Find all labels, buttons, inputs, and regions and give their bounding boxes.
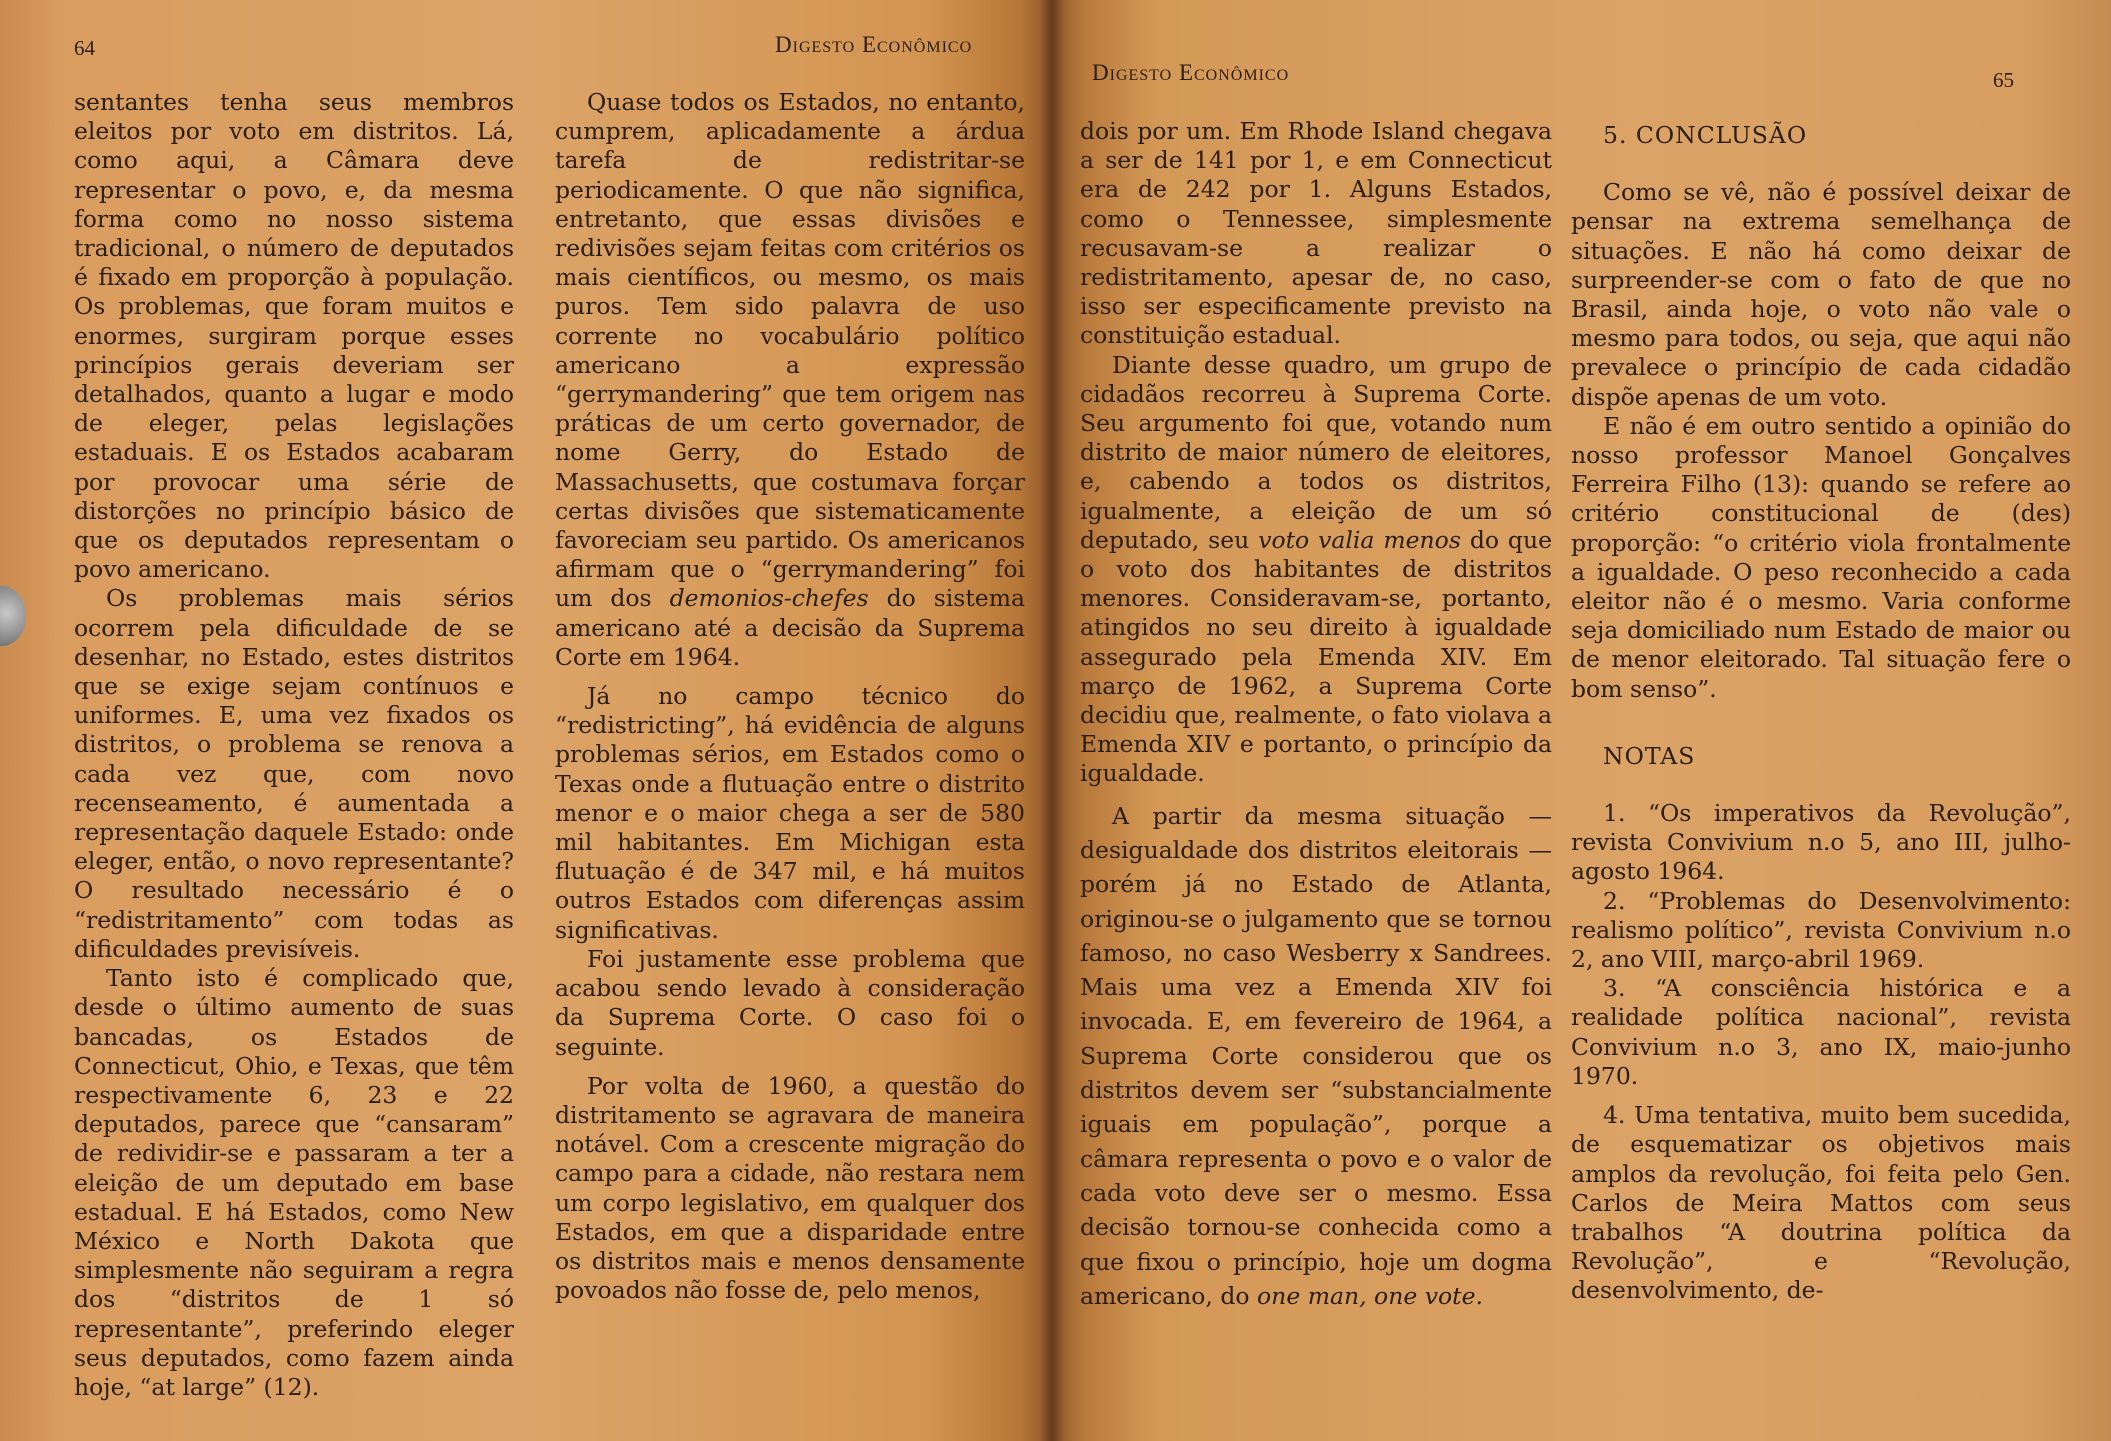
paragraph: Os problemas mais sérios ocorrem pela dificuldade de se desenhar, no Estado, estes distritos que se exige sejam contínuos e uniformes. E, uma vez fixados os distritos, o problema se renova a cada vez que, com novo recenseamento, é aumentada a representação daquele Estado: onde eleger, então, o novo representante? O resultado necessário é o “redistritamento” com todas as dificuldades previsíveis. [74,584,514,963]
section-heading: 5. CONCLUSÃO [1603,121,1808,149]
column-4 [1571,121,2071,1306]
page-number-right: 65 [1993,68,2014,92]
note-item: 4. Uma tentativa, muito bem sucedida, de esquematizar os objetivos mais amplos da revolução, foi feita pelo Gen. Carlos de Meira Mattos com seus trabalhos “A doutrina política da Revolução”, e “Revolução, desenvolvimento, de- [1571,1101,2071,1305]
emphasis: voto valia menos [1258,525,1461,554]
note-item: 2. “Problemas do Desenvolvimento: realismo político”, revista Convivium n.o 2, ano VIII, março-abril 1969. [1571,886,2071,974]
paragraph: Foi justamente esse problema que acabou sendo levado à consideração da Suprema Corte. O caso foi o seguinte. [555,944,1025,1061]
left-page [0,0,1052,1441]
book-gutter [1040,0,1064,1441]
paragraph: Já no campo técnico do “redistricting”, há evidência de alguns problemas sérios, em Estados como o Texas onde a flutuação entre o distrito menor e o maior chega a ser de 580 mil habitantes. Em Michigan esta flutuação é de 347 mil, e há muitos outros Estados com diferenças assim significativas. [555,682,1025,944]
emphasis: demonios-chefes [669,584,869,613]
note-item: 1. “Os imperativos da Revolução”, revista Convivium n.o 5, ano III, julho-agosto 1964. [1571,799,2071,886]
paragraph: Quase todos os Estados, no entanto, cumprem, aplicadamente a árdua tarefa de redistritar-se periodicamente. O que não significa, entretanto, que essas divisões e redivisões sejam feitas com critérios os mais científicos, ou mesmo, os mais puros. Tem sido palavra de uso corrente no vocabulário político americano a expressão “gerrymandering” que tem origem nas práticas de um certo governador, de nome Gerry, do Estado de Massachusetts, que costumava forçar certas divisões que sistematicamente favoreciam seu partido. Os americanos afirmam que o “gerrymandering” foi um dos demonios-chefes do sistema americano até a decisão da Suprema Corte em 1964. [555,88,1025,671]
notes-heading: NOTAS [1603,741,1696,770]
column-1 [74,88,514,1402]
paragraph: Diante desse quadro, um grupo de cidadãos recorreu à Suprema Corte. Seu argumento foi que, votando num distrito de maior número de eleitores, e, cabendo a todos os distritos, igualmente, a eleição de um só deputado, seu voto valia menos do que o voto dos habitantes de distritos menores. Consideravam-se, portanto, atingidos no seu direito à igualdade assegurado pela Emenda XIV. Em março de 1962, a Suprema Corte decidiu que, realmente, o fato violava a Emenda XIV e portanto, o princípio da igualdade. [1080,350,1552,788]
column-3 [1080,117,1552,1313]
binding-hole [0,586,26,646]
page-number-left: 64 [74,36,95,60]
paragraph: dois por um. Em Rhode Island chegava a ser de 141 por 1, e em Connecticut era de 242 por 1. Alguns Estados, como o Tennessee, simplesmente recusavam-se a realizar o redistritamento, apesar de, no caso, isso ser especificamente previsto na constituição estadual. [1080,117,1552,350]
paragraph: Tanto isto é complicado que, desde o último aumento de suas bancadas, os Estados de Connecticut, Ohio, e Texas, que têm respectivamente 6, 23 e 22 deputados, parece que “cansaram” de redividir-se e passaram a ter a eleição de um deputado em base estadual. E há Estados, como New México e North Dakota que simplesmente não seguiram a regra dos “distritos de 1 só representante”, preferindo eleger seus deputados, como fazem ainda hoje, “at large” (12). [74,964,514,1401]
emphasis: one man, one vote. [1257,1281,1483,1310]
paragraph: Como se vê, não é possível deixar de pensar na extrema semelhança de situações. E não há como deixar de surpreender-se com o fato de que no Brasil, ainda hoje, o voto não vale o mesmo para todos, ou seja, que aqui não prevalece o princípio de cada cidadão dispõe apenas de um voto. [1571,178,2071,411]
paragraph: Por volta de 1960, a questão do distritamento se agravara de maneira notável. Com a crescente migração do campo para a cidade, não restara nem um corpo legislativo, em qualquer dos Estados, em que a disparidade entre os distritos mais e menos densamente povoados não fosse de, pelo menos, [555,1071,1025,1305]
paragraph: A partir da mesma situação — desigualdade dos distritos eleitorais — porém já no Estado de Atlanta, originou-se o julgamento que se tornou famoso, no caso Wesberry x Sandrees. Mais uma vez a Emenda XIV foi invocada. E, em fevereiro de 1964, a Suprema Corte considerou que os distritos devem ser “substancialmente iguais em população”, porque a câmara representa o povo e o valor de cada voto deve ser o mesmo. Essa decisão tornou-se conhecida como a que fixou o princípio, hoje um dogma americano, do one man, one vote. [1080,801,1552,1310]
right-page [1052,0,2111,1441]
running-header-right: Digesto Econômico [1092,60,1290,85]
running-header-left: Digesto Econômico [775,32,973,57]
paragraph: sentantes tenha seus membros eleitos por voto em distritos. Lá, como aqui, a Câmara deve representar o povo, e, da mesma forma como no nosso sistema tradicional, o número de deputados é fixado em proporção à população. Os problemas, que foram muitos e enormes, surgiram porque esses princípios gerais deveriam ser detalhados, quanto a lugar e modo de eleger, pelas legislações estaduais. E os Estados acabaram por provocar uma série de distorções no princípio básico de que os deputados representam o povo americano. [74,88,514,584]
note-item: 3. “A consciência histórica e a realidade política nacional”, revista Convivium n.o 3, ano IX, maio-junho 1970. [1571,974,2071,1090]
paragraph: E não é em outro sentido a opinião do nosso professor Manoel Gonçalves Ferreira Filho (13): quando se refere ao critério constitucional de (des) proporção: “o critério viola frontalmente a igualdade. O peso reconhecido a cada eleitor não é o mesmo. Varia conforme seja domiciliado num Estado de maior ou de menor eleitorado. Tal situação fere o bom senso”. [1571,411,2071,703]
column-2 [555,88,1025,1305]
